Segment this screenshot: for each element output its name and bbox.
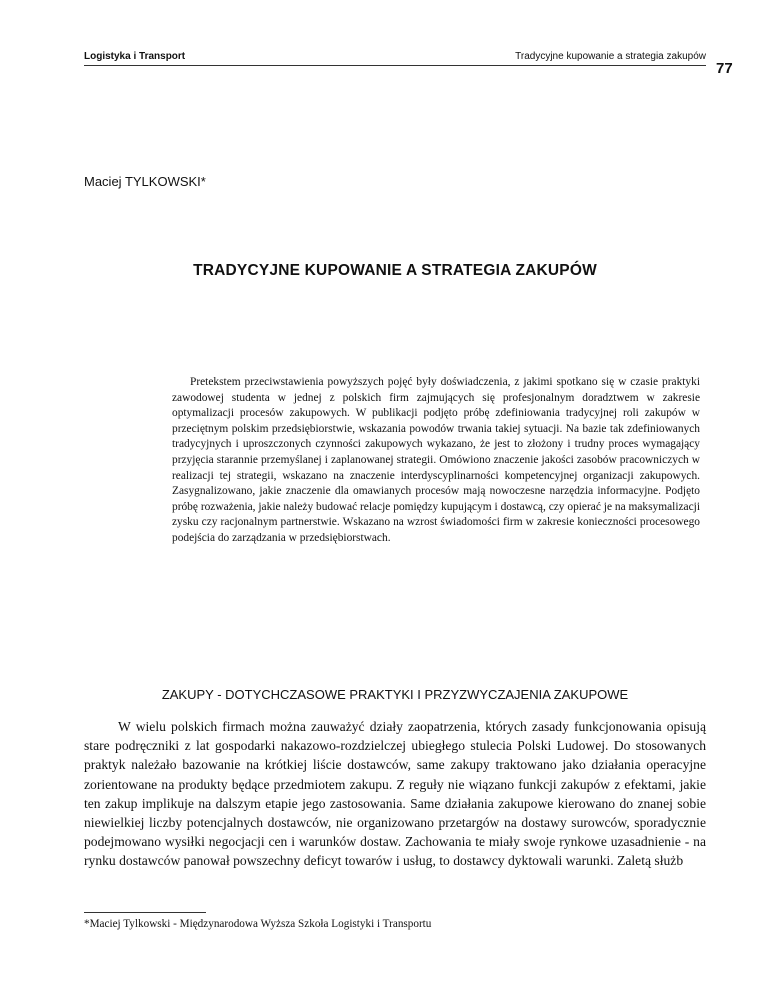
footnote: *Maciej Tylkowski - Międzynarodowa Wyższa Szkoła Logistyki i Transportu [84,918,432,930]
abstract: Pretekstem przeciwstawienia powyższych pojęć były doświadczenia, z jakimi spotkano się w czasie praktyki zawodowej studenta w jednej z polskich firm zajmujących się profesjonalnym doradztwem w zakresie optymalizacji procesów zakupowych. W publikacji podjęto próbę zdefiniowania tradycyjnej roli zakupów w przeciętnym polskim przedsiębiorstwie, wskazania powodów trwania takiej sytuacji. Na bazie tak zdefiniowanych tradycyjnych i uproszczonych czynności zakupowych wykazano, że jest to złożony i trudny proces wymagający przyjęcia starannie przemyślanej i zaplanowanej strategii. Omówiono znaczenie jakości zasobów pracowniczych w realizacji tej strategii, wskazano na znaczenie interdyscyplinarności kompetencyjnej organizacji zakupowych. Zasygnalizowano, jakie znaczenie dla omawianych procesów mają nowoczesne narzędzia informacyjne. Podjęto próbę rozważenia, jakie należy budować relacje pomiędzy kupującym i dostawcą, czy opierać je na maksymalizacji zysku czy racjonalnym partnerstwie. Wskazano na wzrost świadomości firm w zakresie konieczności procesowego podejścia do zarządzania w przedsiębiorstwach. [172,376,700,544]
footnote-divider [84,912,206,913]
running-title: Tradycyjne kupowanie a strategia zakupów [515,51,706,62]
journal-name: Logistyka i Transport [84,51,186,62]
article-title: TRADYCYJNE KUPOWANIE A STRATEGIA ZAKUPÓW [193,262,597,279]
page-number: 77 [716,60,733,77]
author-name: Maciej TYLKOWSKI* [84,174,206,189]
header-divider [84,65,706,66]
section-heading: ZAKUPY - DOTYCHCZASOWE PRAKTYKI I PRZYZWYCZAJENIA ZAKUPOWE [161,687,629,702]
body-paragraph: W wielu polskich firmach można zauważyć działy zaopatrzenia, których zasady funkcjonowania opisują stare podręczniki z lat gospodarki nakazowo-rozdzielczej ubiegłego stulecia Polski Ludowej. Do stosowanych praktyk należało bazowanie na krótkiej liście dostawców, same zakupy traktowano jako działania operacyjne zorientowane na produkty będące przedmiotem zakupu. Z reguły nie wiązano funkcji zakupów z efektami, jakie ten zakup implikuje na dalszym etapie jego zastosowania. Same działania zakupowe kierowano do znanej sobie niewielkiej liczby potencjalnych dostawców, nie organizowano przetargów na dostawy surowców, sporadycznie podejmowano wysiłki negocjacji cen i warunków dostaw. Zachowania te miały swoje rynkowe uzasadnienie - na rynku dostawców panował powszechny deficyt towarów i usług, to dostawcy dyktowali warunki. Zaletą służb [84,719,706,869]
